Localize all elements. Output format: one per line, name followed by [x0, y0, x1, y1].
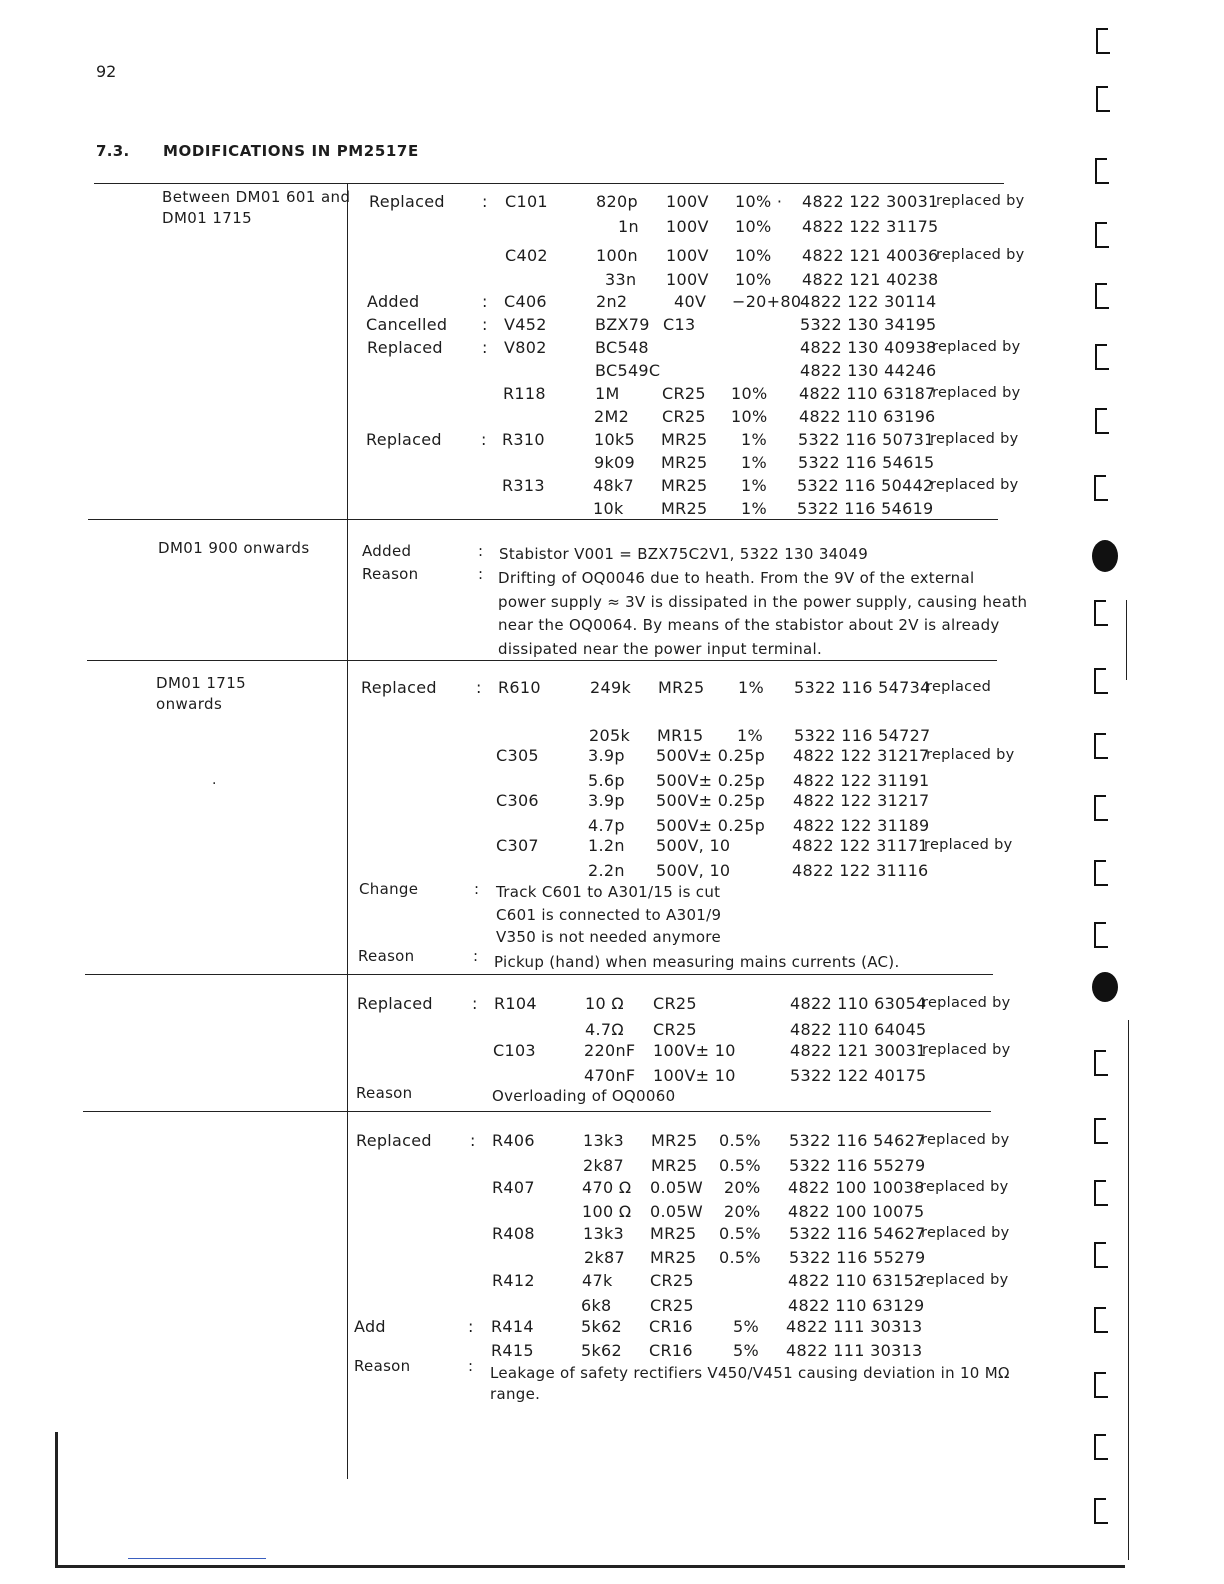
- row-colon: :: [481, 430, 487, 449]
- row-colon: :: [468, 1317, 474, 1336]
- row-tolerance: 0.5%: [719, 1248, 761, 1267]
- table-row: [0, 816, 1224, 838]
- row-type: 500V± 0.25p: [656, 791, 766, 810]
- scan-edge-blue: [128, 1558, 266, 1559]
- block2-serial: DM01 900 onwards: [158, 539, 310, 557]
- row-label: Add: [354, 1317, 386, 1336]
- row-tolerance: 1%: [741, 476, 767, 495]
- binder-mark: [1094, 475, 1096, 501]
- row-ref: R407: [492, 1178, 535, 1197]
- block2-added-label: Added: [362, 542, 412, 560]
- binder-mark: [1094, 922, 1096, 948]
- table-row: [0, 861, 1224, 883]
- row-part: 4822 121 40036: [802, 246, 939, 265]
- binder-hole: [1092, 540, 1118, 572]
- row-type: MR25: [661, 476, 708, 495]
- row-type: CR25: [662, 384, 706, 403]
- row-part: 4822 110 63152: [788, 1271, 925, 1290]
- block4-reason-label: Reason: [356, 1084, 413, 1102]
- row-type: C13: [663, 315, 696, 334]
- table-row: [0, 476, 1224, 498]
- block3-change-text: Track C601 to A301/15 is cut C601 is connected to A301/9 V350 is not needed anymore: [496, 883, 722, 946]
- table-row: [0, 315, 1224, 337]
- row-part: 4822 122 31171: [792, 836, 929, 855]
- row-tolerance: 10%: [735, 246, 772, 265]
- row-tolerance: 10%: [735, 217, 772, 236]
- row-note: replaced by: [920, 1272, 1009, 1288]
- binder-mark: [1095, 344, 1097, 370]
- row-ref: V452: [504, 315, 547, 334]
- row-type: 100V: [666, 192, 709, 211]
- row-ref: C305: [496, 746, 539, 765]
- row-value: 6k8: [581, 1296, 612, 1315]
- row-note: replaced by: [920, 1179, 1009, 1195]
- row-part: 4822 110 63054: [790, 994, 927, 1013]
- binder-mark: [1094, 1180, 1096, 1206]
- table-row: [0, 361, 1224, 383]
- row-value: 3.9p: [588, 791, 625, 810]
- row-tolerance: 10%: [735, 270, 772, 289]
- row-part: 5322 116 54615: [798, 453, 935, 472]
- binder-mark: [1094, 668, 1096, 694]
- row-value: 13k3: [583, 1131, 625, 1150]
- row-type: 0.05W: [650, 1178, 703, 1197]
- block5-reason-colon: :: [468, 1357, 474, 1375]
- row-note: replaced by: [930, 477, 1019, 493]
- table-row: [0, 499, 1224, 521]
- row-part: 4822 121 40238: [802, 270, 939, 289]
- binder-mark: [1095, 222, 1097, 248]
- table-row: [0, 1271, 1224, 1293]
- row-value: 4.7Ω: [585, 1020, 624, 1039]
- row-part: 4822 122 31217: [793, 746, 930, 765]
- row-type: 0.05W: [650, 1202, 703, 1221]
- row-value: 2k87: [583, 1156, 625, 1175]
- row-ref: R406: [492, 1131, 535, 1150]
- row-ref: R610: [498, 678, 541, 697]
- binder-mark: [1096, 28, 1098, 54]
- row-value: BC549C: [595, 361, 661, 380]
- row-part: 5322 116 54734: [794, 678, 931, 697]
- block2-reason-text: Drifting of OQ0046 due to heath. From the 9V of the external power supply ≈ 3V is dissipated in the power supply, causing heath near the OQ0064. By means of the stabistor about 2V is already dissipated near the power input terminal.: [498, 569, 1028, 658]
- row-part: 4822 121 30031: [790, 1041, 927, 1060]
- rule-block3-end: [85, 974, 993, 975]
- row-part: 4822 110 63187: [799, 384, 936, 403]
- table-row: [0, 836, 1224, 858]
- table-row: [0, 726, 1224, 748]
- row-tolerance: 5%: [733, 1341, 759, 1360]
- table-row: [0, 1041, 1224, 1063]
- table-row: [0, 994, 1224, 1016]
- binder-mark: [1094, 1434, 1096, 1460]
- row-note: replaced by: [932, 339, 1021, 355]
- row-colon: :: [470, 1131, 476, 1150]
- table-row: [0, 1066, 1224, 1088]
- block2-added-text: Stabistor V001 = BZX75C2V1, 5322 130 34049: [499, 545, 869, 563]
- row-value: 5k62: [581, 1317, 623, 1336]
- table-row: [0, 246, 1224, 268]
- row-type: CR25: [653, 994, 697, 1013]
- row-tolerance: 1%: [738, 678, 764, 697]
- table-row: [0, 1317, 1224, 1339]
- block3-reason-label: Reason: [358, 947, 415, 965]
- row-tolerance: 10%: [731, 407, 768, 426]
- row-type: CR25: [650, 1271, 694, 1290]
- binder-mark: [1095, 408, 1097, 434]
- row-type: 100V± 10: [653, 1041, 736, 1060]
- row-value: 470 Ω: [582, 1178, 632, 1197]
- row-value: 48k7: [593, 476, 635, 495]
- row-part: 4822 130 44246: [800, 361, 937, 380]
- row-part: 5322 116 54727: [794, 726, 931, 745]
- block1-serial: Between DM01 601 and DM01 1715: [162, 188, 351, 227]
- row-part: 4822 130 40938: [800, 338, 937, 357]
- table-row: [0, 338, 1224, 360]
- row-colon: :: [476, 678, 482, 697]
- table-row: [0, 746, 1224, 768]
- binder-mark: [1094, 795, 1096, 821]
- table-row: [0, 678, 1224, 700]
- row-tolerance: 1%: [741, 499, 767, 518]
- row-ref: R118: [503, 384, 546, 403]
- table-row: [0, 1248, 1224, 1270]
- binder-mark: [1094, 1050, 1096, 1076]
- table-row: [0, 1224, 1224, 1246]
- row-part: 4822 110 63129: [788, 1296, 925, 1315]
- scan-edge-left: [55, 1432, 58, 1567]
- row-colon: :: [482, 192, 488, 211]
- row-ref: R313: [502, 476, 545, 495]
- row-tolerance: 5%: [733, 1317, 759, 1336]
- row-part: 4822 122 31191: [793, 771, 930, 790]
- row-tolerance: 1%: [741, 453, 767, 472]
- rule-top: [94, 183, 1004, 184]
- row-ref: V802: [504, 338, 547, 357]
- row-part: 5322 130 34195: [800, 315, 937, 334]
- row-type: 100V: [666, 217, 709, 236]
- row-ref: C406: [504, 292, 547, 311]
- row-part: 4822 122 31189: [793, 816, 930, 835]
- row-type: 500V, 10: [656, 861, 731, 880]
- table-row: [0, 1296, 1224, 1318]
- row-label: Replaced: [356, 1131, 432, 1150]
- row-part: 5322 116 54627: [789, 1131, 926, 1150]
- row-ref: R415: [491, 1341, 534, 1360]
- stray-mark: ·: [212, 776, 217, 792]
- row-tolerance: −20+80: [732, 292, 802, 311]
- row-label: Replaced: [367, 338, 443, 357]
- block2-added-colon: :: [478, 542, 484, 560]
- row-note: replaced by: [921, 1225, 1010, 1241]
- row-type: MR25: [661, 499, 708, 518]
- binder-mark: [1095, 158, 1097, 184]
- binder-line: [1126, 600, 1127, 680]
- row-value: 2M2: [594, 407, 630, 426]
- row-colon: :: [472, 994, 478, 1013]
- table-row: [0, 1156, 1224, 1178]
- block2-reason-label: Reason: [362, 565, 419, 583]
- row-ref: R412: [492, 1271, 535, 1290]
- row-label: Replaced: [361, 678, 437, 697]
- row-ref: C103: [493, 1041, 536, 1060]
- row-part: 4822 110 63196: [799, 407, 936, 426]
- section-number: 7.3.: [96, 142, 130, 160]
- row-type: MR25: [650, 1248, 697, 1267]
- row-type: 40V: [674, 292, 707, 311]
- block2-reason-colon: :: [478, 565, 484, 583]
- row-note: replaced by: [930, 431, 1019, 447]
- row-note: replaced by: [926, 747, 1015, 763]
- row-tolerance: 0.5%: [719, 1156, 761, 1175]
- row-value: 205k: [589, 726, 631, 745]
- row-type: MR25: [658, 678, 705, 697]
- row-note: replaced by: [936, 247, 1025, 263]
- row-part: 4822 100 10038: [788, 1178, 925, 1197]
- row-value: 1M: [595, 384, 620, 403]
- row-note: replaced by: [924, 837, 1013, 853]
- row-value: 2k87: [584, 1248, 626, 1267]
- table-row: [0, 270, 1224, 292]
- row-colon: :: [482, 292, 488, 311]
- row-value: 220nF: [584, 1041, 636, 1060]
- row-type: CR25: [662, 407, 706, 426]
- block3-reason-text: Pickup (hand) when measuring mains currents (AC).: [494, 953, 900, 971]
- row-ref: R408: [492, 1224, 535, 1243]
- table-row: [0, 1341, 1224, 1363]
- row-label: Cancelled: [366, 315, 448, 334]
- row-value: 1n: [618, 217, 639, 236]
- block3-change-label: Change: [359, 880, 419, 898]
- row-part: 4822 111 30313: [786, 1341, 923, 1360]
- row-type: CR25: [650, 1296, 694, 1315]
- block3-reason-colon: :: [473, 947, 479, 965]
- table-row: [0, 791, 1224, 813]
- row-type: MR25: [651, 1156, 698, 1175]
- row-part: 5322 116 50731: [798, 430, 935, 449]
- table-row: [0, 1020, 1224, 1042]
- row-ref: C402: [505, 246, 548, 265]
- binder-mark: [1094, 1307, 1096, 1333]
- table-row: [0, 771, 1224, 793]
- row-ref: C306: [496, 791, 539, 810]
- row-type: CR25: [653, 1020, 697, 1039]
- row-value: 100n: [596, 246, 638, 265]
- table-row: [0, 407, 1224, 429]
- row-tolerance: 10% ·: [735, 192, 783, 211]
- row-value: 47k: [582, 1271, 613, 1290]
- row-part: 5322 116 50442: [797, 476, 934, 495]
- row-part: 4822 122 31175: [802, 217, 939, 236]
- binder-mark: [1094, 1242, 1096, 1268]
- row-ref: R414: [491, 1317, 534, 1336]
- row-type: 500V, 10: [656, 836, 731, 855]
- row-type: 500V± 0.25p: [656, 746, 766, 765]
- row-ref: R104: [494, 994, 537, 1013]
- row-tolerance: 0.5%: [719, 1224, 761, 1243]
- row-note: replaced by: [922, 1042, 1011, 1058]
- table-row: [0, 430, 1224, 452]
- scan-edge-bottom: [55, 1565, 1125, 1568]
- block5-reason-text: Leakage of safety rectifiers V450/V451 causing deviation in 10 MΩ range.: [490, 1364, 1010, 1403]
- row-note: replaced: [926, 679, 992, 695]
- binder-hole: [1092, 972, 1118, 1002]
- row-type: 100V: [666, 246, 709, 265]
- block5-reason-label: Reason: [354, 1357, 411, 1375]
- row-part: 4822 111 30313: [786, 1317, 923, 1336]
- row-note: replaced by: [936, 193, 1025, 209]
- row-value: 5k62: [581, 1341, 623, 1360]
- table-row: [0, 292, 1224, 314]
- row-value: 2.2n: [588, 861, 625, 880]
- rule-block4-end: [83, 1111, 991, 1112]
- table-row: [0, 217, 1224, 239]
- row-value: 10k5: [594, 430, 636, 449]
- row-type: MR25: [661, 430, 708, 449]
- row-value: 470nF: [584, 1066, 636, 1085]
- table-row: [0, 1178, 1224, 1200]
- row-value: BZX79: [595, 315, 650, 334]
- row-value: 820p: [596, 192, 638, 211]
- row-type: MR15: [657, 726, 704, 745]
- row-type: MR25: [651, 1131, 698, 1150]
- row-note: replaced by: [932, 385, 1021, 401]
- row-part: 4822 100 10075: [788, 1202, 925, 1221]
- table-row: [0, 1202, 1224, 1224]
- row-ref: C307: [496, 836, 539, 855]
- block3-change-colon: :: [474, 880, 480, 898]
- row-value: 10 Ω: [585, 994, 624, 1013]
- table-row: [0, 1131, 1224, 1153]
- row-colon: :: [482, 338, 488, 357]
- binder-line: [1128, 1020, 1129, 1560]
- row-value: 1.2n: [588, 836, 625, 855]
- block3-serial: DM01 1715 onwards: [156, 674, 247, 713]
- row-type: CR16: [649, 1341, 693, 1360]
- table-row: [0, 384, 1224, 406]
- page-number: 92: [96, 62, 117, 81]
- binder-mark: [1094, 860, 1096, 886]
- row-value: 33n: [605, 270, 637, 289]
- row-part: 5322 116 54619: [797, 499, 934, 518]
- row-type: 500V± 0.25p: [656, 816, 766, 835]
- row-type: 100V: [666, 270, 709, 289]
- row-value: 2n2: [596, 292, 628, 311]
- row-label: Replaced: [357, 994, 433, 1013]
- row-value: 249k: [590, 678, 632, 697]
- row-note: replaced by: [922, 995, 1011, 1011]
- row-tolerance: 10%: [731, 384, 768, 403]
- row-tolerance: 20%: [724, 1178, 761, 1197]
- row-ref: C101: [505, 192, 548, 211]
- table-row: [0, 453, 1224, 475]
- row-part: 5322 116 55279: [789, 1156, 926, 1175]
- row-part: 4822 122 31217: [793, 791, 930, 810]
- binder-mark: [1094, 733, 1096, 759]
- row-part: 4822 122 30114: [800, 292, 937, 311]
- row-type: 100V± 10: [653, 1066, 736, 1085]
- row-value: 10k: [593, 499, 624, 518]
- row-value: 9k09: [594, 453, 636, 472]
- row-tolerance: 0.5%: [719, 1131, 761, 1150]
- row-tolerance: 1%: [737, 726, 763, 745]
- row-tolerance: 1%: [741, 430, 767, 449]
- row-value: 100 Ω: [582, 1202, 632, 1221]
- row-label: Added: [367, 292, 420, 311]
- row-part: 5322 116 54627: [789, 1224, 926, 1243]
- binder-mark: [1094, 600, 1096, 626]
- binder-mark: [1094, 1498, 1096, 1524]
- block4-reason-text: Overloading of OQ0060: [492, 1087, 676, 1105]
- row-type: 500V± 0.25p: [656, 771, 766, 790]
- row-part: 4822 110 64045: [790, 1020, 927, 1039]
- section-title: MODIFICATIONS IN PM2517E: [163, 142, 419, 160]
- row-value: 5.6p: [588, 771, 625, 790]
- table-row: [0, 192, 1224, 214]
- row-type: CR16: [649, 1317, 693, 1336]
- row-value: 13k3: [583, 1224, 625, 1243]
- row-tolerance: 20%: [724, 1202, 761, 1221]
- row-value: BC548: [595, 338, 649, 357]
- row-part: 4822 122 31116: [792, 861, 929, 880]
- row-ref: R310: [502, 430, 545, 449]
- row-part: 5322 116 55279: [789, 1248, 926, 1267]
- row-label: Replaced: [369, 192, 445, 211]
- row-value: 4.7p: [588, 816, 625, 835]
- row-part: 5322 122 40175: [790, 1066, 927, 1085]
- row-note: replaced by: [921, 1132, 1010, 1148]
- row-type: MR25: [650, 1224, 697, 1243]
- row-value: 3.9p: [588, 746, 625, 765]
- row-part: 4822 122 30031: [802, 192, 939, 211]
- binder-mark: [1094, 1118, 1096, 1144]
- binder-mark: [1096, 86, 1098, 112]
- binder-mark: [1094, 1372, 1096, 1398]
- row-type: MR25: [661, 453, 708, 472]
- binder-mark: [1095, 283, 1097, 309]
- row-label: Replaced: [366, 430, 442, 449]
- row-colon: :: [482, 315, 488, 334]
